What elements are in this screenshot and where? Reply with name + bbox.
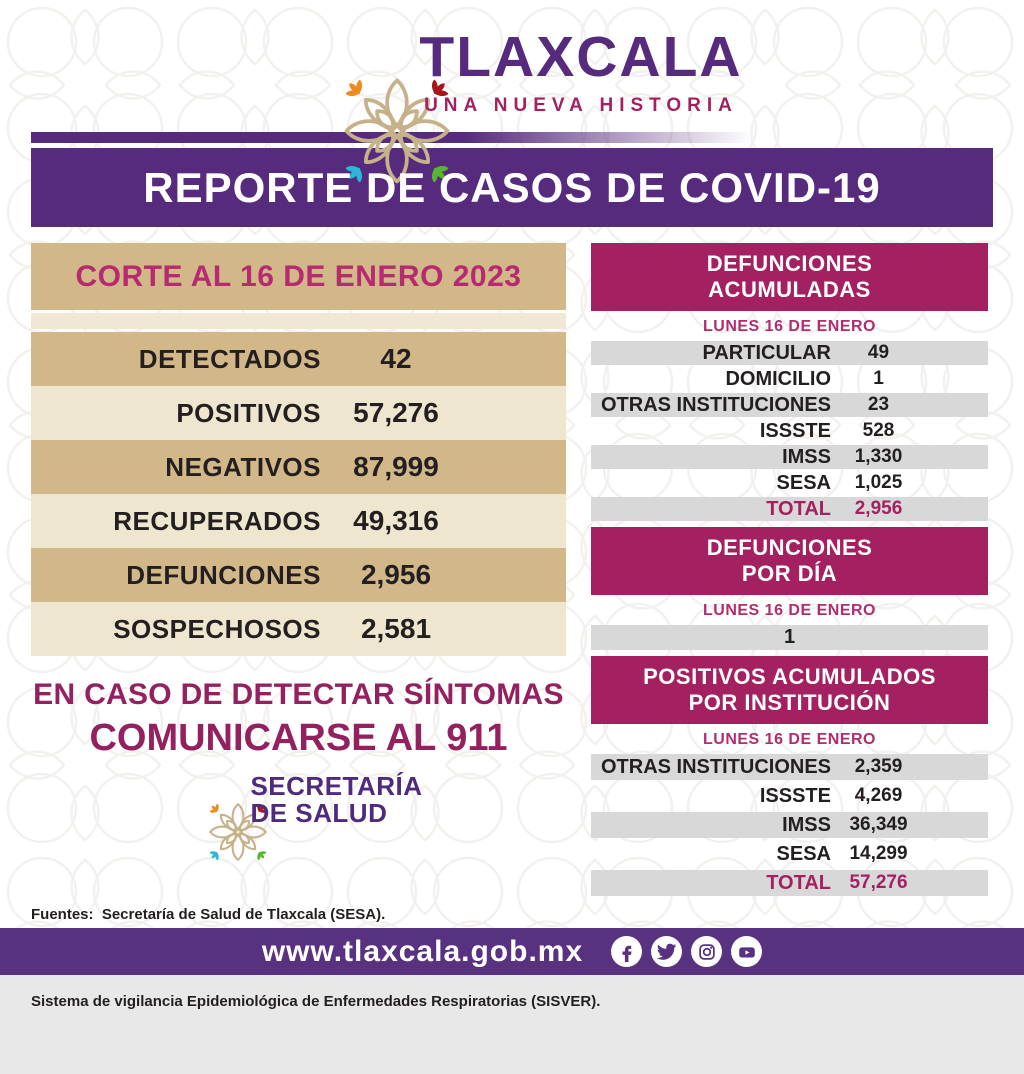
summary-row-negativos — [31, 440, 566, 494]
summary-row-value: 2,956 — [360, 559, 432, 590]
sources-line1: Fuentes: Secretaría de Salud de Tlaxcala (SESA). — [31, 906, 386, 923]
summary-row-sospechosos — [31, 602, 566, 656]
social-icons — [611, 936, 762, 967]
positives-title-line1: POSITIVOS ACUMULADOS — [643, 664, 936, 689]
salud-line1: SECRETARÍA — [250, 771, 423, 801]
summary-row-value: 49,316 — [353, 505, 439, 536]
report-title: REPORTE DE CASOS DE COVID-19 — [143, 163, 881, 211]
positives-row-issste — [591, 783, 988, 809]
deaths-per-day-title-line1: DEFUNCIONES — [706, 535, 873, 560]
deaths-row-otras-instituciones — [591, 393, 988, 417]
summary-row-value: 2,581 — [360, 613, 432, 644]
deaths-row-imss — [591, 445, 988, 469]
positives-section — [591, 656, 988, 896]
deaths-row-particular — [591, 341, 988, 365]
deaths-row-value: 1,330 — [854, 446, 903, 467]
deaths-row-value: 49 — [867, 342, 890, 363]
deaths-row-total — [591, 497, 988, 521]
deaths-per-day-header — [591, 527, 988, 595]
deaths-row-value: 1 — [873, 368, 884, 389]
summary-row-recuperados — [31, 494, 566, 548]
deaths-per-day-value: 1 — [591, 625, 988, 650]
deaths-row-label: SESA — [776, 471, 831, 494]
positives-row-value: 36,349 — [849, 814, 908, 835]
positives-header — [591, 656, 988, 724]
notice-line1: EN CASO DE DETECTAR SÍNTOMAS — [33, 678, 564, 711]
deaths-row-sesa — [591, 471, 988, 495]
positives-row-label: ISSSTE — [759, 784, 831, 807]
positives-date: LUNES 16 DE ENERO — [703, 731, 876, 748]
deaths-total-value: 2,956 — [854, 498, 903, 519]
summary-row-defunciones — [31, 548, 566, 602]
deaths-per-day-date: LUNES 16 DE ENERO — [703, 602, 876, 619]
positives-row-value: 2,359 — [854, 756, 903, 777]
positives-row-label: IMSS — [782, 813, 831, 836]
deaths-row-label: PARTICULAR — [702, 341, 831, 364]
deaths-row-label: ISSSTE — [759, 419, 831, 442]
summary-row-label: DEFUNCIONES — [126, 559, 321, 590]
logo-title: TLAXCALA — [419, 25, 743, 89]
tlaxcala-logo — [0, 0, 1024, 124]
secretaria-salud-logo — [31, 768, 566, 832]
positives-total-value: 57,276 — [849, 872, 908, 893]
twitter-icon[interactable] — [651, 936, 682, 967]
summary-row-label: DETECTADOS — [138, 343, 321, 374]
positives-row-sesa — [591, 841, 988, 867]
positives-row-value: 14,299 — [849, 843, 908, 864]
positives-total-label: TOTAL — [766, 871, 831, 894]
instagram-icon[interactable] — [691, 936, 722, 967]
deaths-row-issste — [591, 419, 988, 443]
positives-title-line2: POR INSTITUCIÓN — [688, 690, 891, 715]
summary-header — [31, 243, 566, 310]
summary-divider-band — [31, 313, 566, 329]
deaths-row-label: OTRAS INSTITUCIONES — [600, 393, 831, 416]
deaths-row-domicilio — [591, 367, 988, 391]
website-link[interactable]: www.tlaxcala.gob.mx — [261, 934, 584, 968]
salud-line2: DE SALUD — [250, 798, 388, 828]
salud-flower-icon — [174, 768, 238, 832]
logo-tagline: UNA NUEVA HISTORIA — [424, 95, 738, 116]
summary-row-value: 42 — [380, 343, 412, 374]
deaths-row-label: DOMICILIO — [725, 367, 831, 390]
deaths-accumulated-header — [591, 243, 988, 311]
deaths-per-day-section — [591, 527, 988, 650]
positives-row-otras-instituciones — [591, 754, 988, 780]
notice-line2: COMUNICARSE AL 911 — [89, 717, 508, 759]
sources-line2: Sistema de vigilancia Epidemiológica de Enfermedades Respiratorias (SISVER). — [31, 993, 601, 1010]
summary-row-label: SOSPECHOSOS — [113, 613, 321, 644]
deaths-row-value: 23 — [867, 394, 890, 415]
deaths-total-label: TOTAL — [766, 497, 831, 520]
deaths-row-label: IMSS — [782, 445, 831, 468]
summary-row-value: 87,999 — [353, 451, 439, 482]
deaths-accumulated-section — [591, 243, 988, 521]
tlaxcala-flower-icon — [281, 15, 397, 131]
summary-row-value: 57,276 — [353, 397, 439, 428]
footer-bar — [0, 928, 1024, 975]
summary-row-label: NEGATIVOS — [165, 451, 321, 482]
youtube-icon[interactable] — [731, 936, 762, 967]
summary-row-positivos — [31, 386, 566, 440]
deaths-row-value: 1,025 — [854, 472, 903, 493]
deaths-accumulated-title-line2: ACUMULADAS — [708, 277, 871, 302]
summary-row-label: RECUPERADOS — [113, 505, 321, 536]
positives-row-total — [591, 870, 988, 896]
positives-row-label: OTRAS INSTITUCIONES — [600, 755, 831, 778]
symptoms-notice — [31, 678, 566, 760]
positives-row-imss — [591, 812, 988, 838]
report-banner — [31, 148, 993, 227]
facebook-icon[interactable] — [611, 936, 642, 967]
deaths-row-value: 528 — [862, 420, 895, 441]
deaths-accumulated-title-line1: DEFUNCIONES — [706, 251, 873, 276]
summary-row-detectados — [31, 332, 566, 386]
deaths-per-day-title-line2: POR DÍA — [741, 561, 838, 586]
positives-row-label: SESA — [776, 842, 831, 865]
gradient-divider — [31, 132, 993, 143]
summary-header-title: CORTE AL 16 DE ENERO 2023 — [75, 259, 522, 293]
summary-row-label: POSITIVOS — [176, 397, 321, 428]
deaths-accumulated-date: LUNES 16 DE ENERO — [703, 318, 876, 335]
positives-row-value: 4,269 — [854, 785, 903, 806]
